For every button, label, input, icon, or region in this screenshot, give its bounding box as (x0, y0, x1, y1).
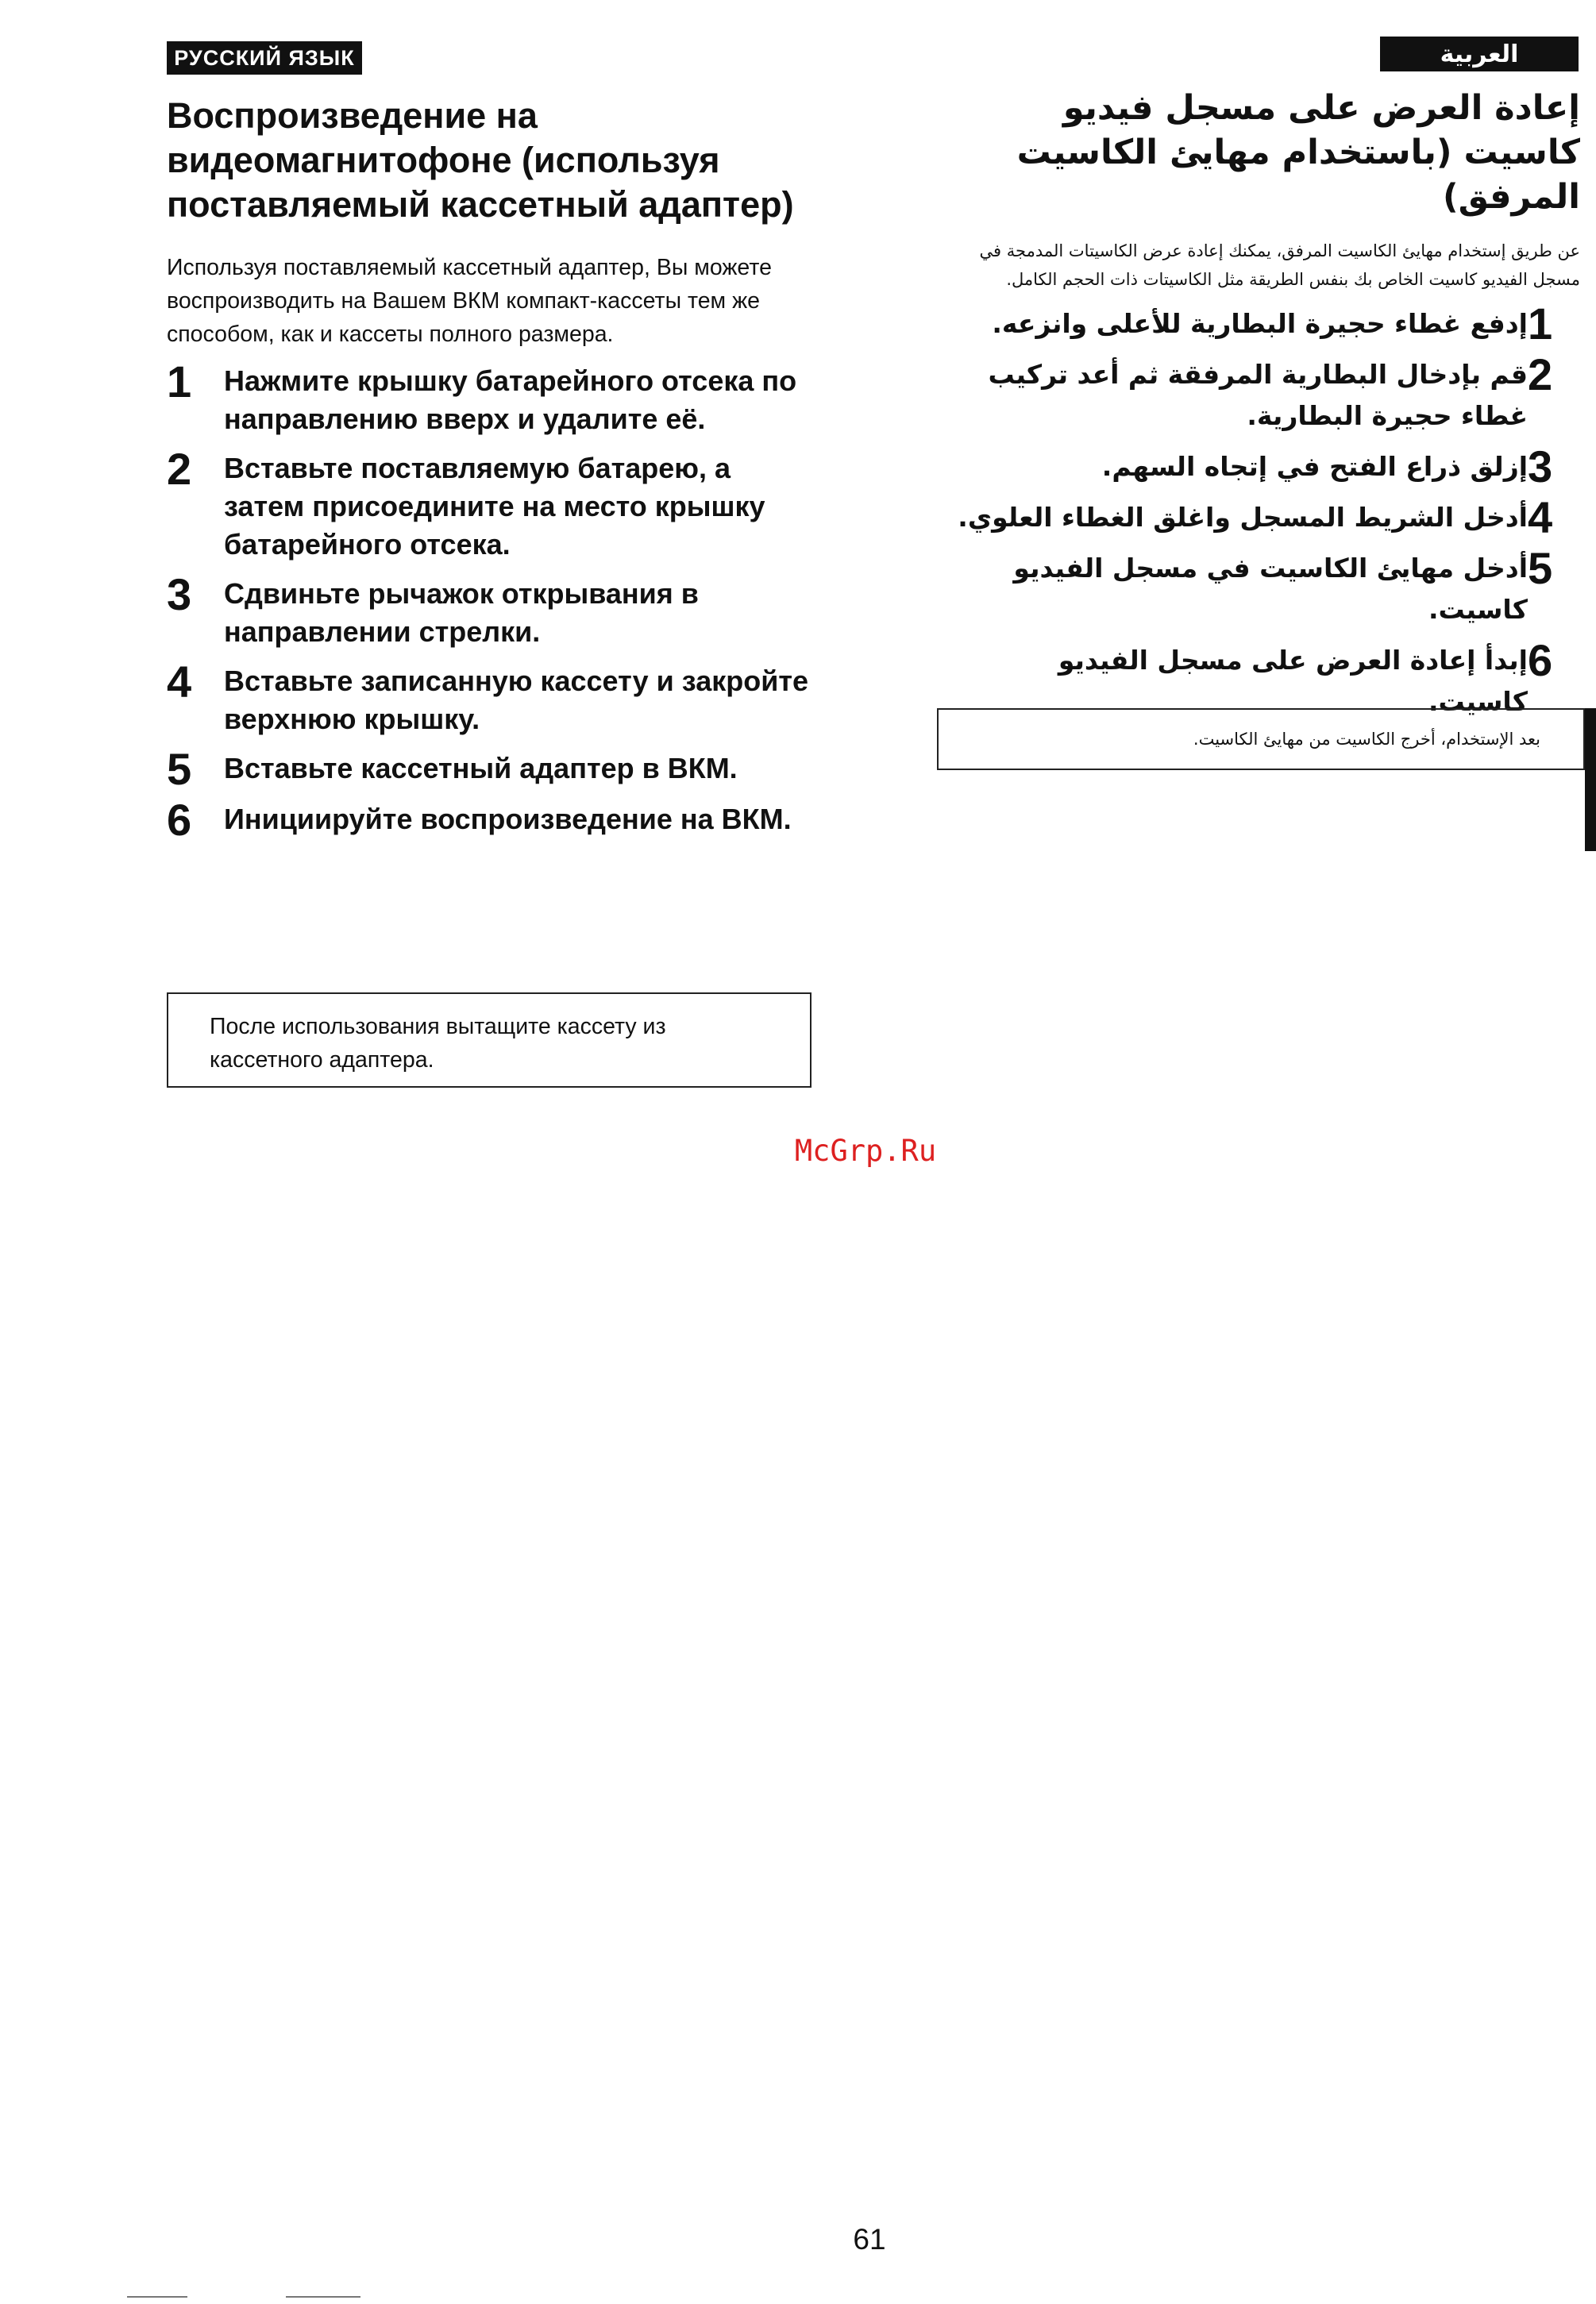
step-number: 3 (167, 569, 192, 619)
step-text: Вставьте поставляемую батарею, а затем присоедините на место крышку батарейного отсека. (224, 452, 765, 561)
bottom-rule (127, 2296, 187, 2298)
russian-step-2 (167, 444, 818, 564)
arabic-section (953, 86, 1580, 732)
russian-step-3 (167, 569, 818, 651)
section-edge-marker (1585, 708, 1596, 851)
arabic-step-3 (953, 441, 1580, 491)
arabic-step-2 (953, 349, 1580, 437)
step-text: أدخل مهايئ الكاسيت في مسجل الفيديو كاسيت. (1013, 553, 1528, 625)
step-number: 6 (1528, 635, 1553, 685)
language-tab-russian: РУССКИЙ ЯЗЫК (167, 41, 362, 75)
arabic-steps (953, 299, 1580, 722)
russian-step-6 (167, 795, 818, 845)
step-text: Вставьте кассетный адаптер в ВКМ. (224, 752, 738, 784)
step-number: 2 (1528, 349, 1553, 399)
arabic-step-1 (953, 299, 1580, 349)
step-text: إزلق ذراع الفتح في إتجاه السهم. (1101, 451, 1528, 482)
russian-step-4 (167, 657, 818, 738)
russian-intro: Используя поставляемый кассетный адаптер, Вы можете воспроизводить на Вашем ВКМ компакт-кассеты тем же способом, как и кассеты полного размера. (167, 255, 772, 347)
russian-step-1 (167, 356, 818, 438)
russian-note-box: После использования вытащите кассету из кассетного адаптера. (167, 992, 811, 1088)
step-text: أدخل الشريط المسجل واغلق الغطاء العلوي. (958, 502, 1528, 533)
russian-section (167, 94, 818, 851)
step-number: 5 (1528, 543, 1553, 593)
step-number: 1 (1528, 299, 1553, 349)
watermark-link[interactable]: McGrp.Ru (794, 1134, 937, 1168)
step-number: 5 (167, 744, 192, 794)
step-text: Вставьте записанную кассету и закройте верхнюю крышку. (224, 665, 809, 735)
language-tab-arabic: العربية (1380, 37, 1579, 71)
step-text: Сдвиньте рычажок открывания в направлении стрелки. (224, 577, 699, 648)
arabic-step-4 (953, 492, 1580, 542)
page-number: 61 (853, 2223, 886, 2256)
arabic-intro: عن طريق إستخدام مهايئ الكاسيت المرفق، يمكنك إعادة عرض الكاسيتات المدمجة في مسجل الفيديو كاسيت الخاص بك بنفس الطريقة مثل الكاسيتات ذات الحجم الكامل. (979, 241, 1580, 289)
step-text: Инициируйте воспроизведение на ВКМ. (224, 803, 792, 835)
arabic-note-box: بعد الإستخدام، أخرج الكاسيت من مهايئ الكاسيت. (937, 708, 1585, 770)
step-text: قم بإدخال البطارية المرفقة ثم أعد تركيب غطاء حجيرة البطارية. (988, 359, 1528, 431)
arabic-step-5 (953, 543, 1580, 630)
russian-step-5 (167, 744, 818, 794)
step-number: 6 (167, 795, 192, 845)
step-number: 3 (1528, 441, 1553, 491)
russian-steps (167, 356, 818, 845)
step-number: 2 (167, 444, 192, 494)
step-text: Нажмите крышку батарейного отсека по направлению вверх и удалите её. (224, 364, 797, 435)
step-text: إبدأ إعادة العرض على مسجل الفيديو كاسيت. (1058, 645, 1528, 717)
step-number: 1 (167, 356, 192, 406)
step-number: 4 (1528, 492, 1553, 542)
russian-title: Воспроизведение на видеомагнитофоне (используя поставляемый кассетный адаптер) (167, 95, 794, 225)
bottom-rule (286, 2296, 360, 2298)
step-text: إدفع غطاء حجيرة البطارية للأعلى وانزعه. (992, 308, 1528, 339)
step-number: 4 (167, 657, 192, 707)
arabic-title: إعادة العرض على مسجل فيديو كاسيت (باستخدام مهايئ الكاسيت المرفق) (1016, 88, 1580, 217)
